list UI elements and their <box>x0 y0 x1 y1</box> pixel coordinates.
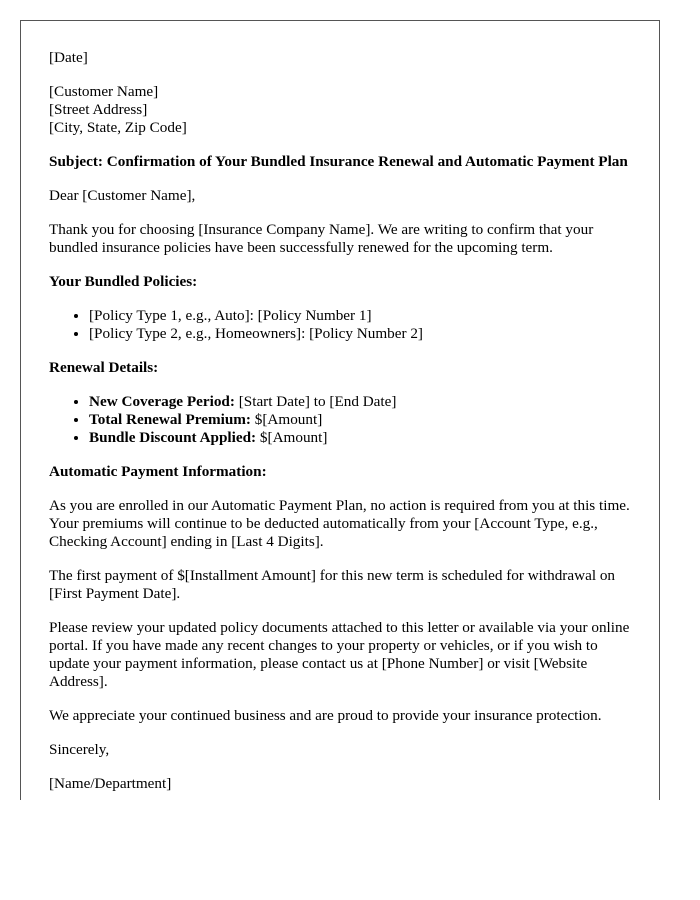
renewal-item-value: $[Amount] <box>256 429 328 446</box>
recipient-name: [Customer Name] <box>49 83 159 100</box>
signoff: Sincerely, <box>49 741 110 758</box>
renewal-item-value: $[Amount] <box>250 411 323 428</box>
renewal-item-label: New Coverage Period: <box>89 393 235 410</box>
salutation: Dear [Customer Name], <box>49 187 196 204</box>
letter-subject: Subject: Confirmation of Your Bundled Insurance Renewal and Automatic Payment Plan <box>49 153 628 170</box>
renewal-details-list <box>49 393 639 447</box>
first-payment-paragraph: The first payment of $[Installment Amount] for this new term is scheduled for withdrawal on [First Payment Date]. <box>49 567 616 602</box>
policies-heading: Your Bundled Policies: <box>49 273 198 290</box>
policies-list <box>49 307 639 343</box>
closing-paragraph: We appreciate your continued business and are proud to provide your insurance protection. <box>49 707 602 724</box>
policy-item: • [Policy Type 2, e.g., Homeowners]: [Policy Number 2] <box>89 325 639 343</box>
recipient-city: [City, State, Zip Code] <box>49 119 187 136</box>
renewal-item <box>89 411 639 429</box>
renewal-heading: Renewal Details: <box>49 359 159 376</box>
payment-paragraph: As you are enrolled in our Automatic Payment Plan, no action is required from you at this time. Your premiums will continue to be deducted automatically from your [Account Type, e.g., Checking Account] ending in [Last 4 Digits]. <box>49 497 630 550</box>
payment-heading: Automatic Payment Information: <box>49 463 267 480</box>
recipient-street: [Street Address] <box>49 101 148 118</box>
renewal-item-label: Total Renewal Premium: <box>89 411 251 428</box>
letter-body <box>49 49 639 800</box>
renewal-item-value: [Start Date] to [End Date] <box>234 393 397 410</box>
renewal-item-label: Bundle Discount Applied: <box>89 429 257 446</box>
signature-name: [Name/Department] <box>49 775 172 792</box>
policy-item: • [Policy Type 1, e.g., Auto]: [Policy Number 1] <box>89 307 639 325</box>
renewal-item <box>89 429 639 447</box>
letter-date: [Date] <box>49 49 88 66</box>
recipient-address <box>49 83 639 137</box>
renewal-item <box>89 393 639 411</box>
intro-paragraph: Thank you for choosing [Insurance Company Name]. We are writing to confirm that your bundled insurance policies have been successfully renewed for the upcoming term. <box>49 221 594 256</box>
letter-page <box>20 20 660 800</box>
review-paragraph: Please review your updated policy documents attached to this letter or available via your online portal. If you have made any recent changes to your property or vehicles, or if you wish to update your payment information, please contact us at [Phone Number] or visit [Website Address]. <box>49 619 630 690</box>
